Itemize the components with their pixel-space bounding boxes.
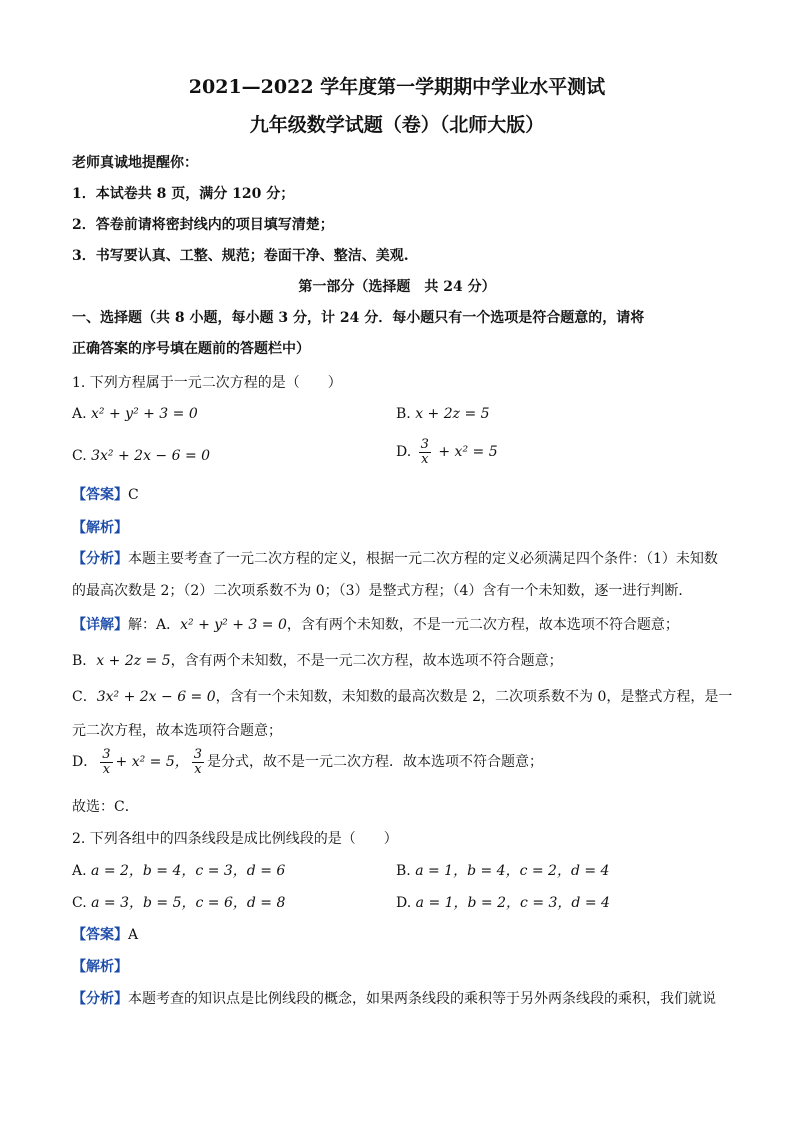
fraction: $\frac{3}{x}$ — [102, 747, 111, 777]
q2-option-c — [72, 892, 285, 912]
fenxi-tag: 【分析】 — [72, 991, 128, 1007]
q1-detail-a: 【详解】解：A．x² + y² + 3 = 0，含有两个未知数，不是一元二次方程，故本选项不符合题意； — [72, 617, 679, 633]
q1-option-c — [72, 448, 210, 464]
option-letter: B. — [396, 863, 411, 879]
option-letter: C. — [72, 895, 87, 911]
exam-title: 2021—2022 学年度第一学期期中学业水平测试 — [188, 76, 606, 98]
part-heading: 第一部分（选择题 共 24 分） — [298, 279, 496, 295]
q1-fenxi-cont: 的最高次数是 2；（2）二次项系数不为 0；（3）是整式方程；（4）含有一个未知数，逐一进行判断． — [72, 583, 693, 599]
option-letter: A. — [72, 863, 87, 879]
fenxi-tag: 【分析】 — [72, 551, 128, 567]
q2-analysis — [72, 956, 732, 976]
answer-value: A — [128, 927, 139, 943]
q2-option-b — [396, 860, 609, 880]
option-letter: D. — [396, 444, 412, 461]
answer-tag: 【答案】 — [72, 487, 128, 503]
notice-heading: 老师真诚地提醒你： — [72, 155, 198, 171]
question-1-stem: 1. 下列方程属于一元二次方程的是（ ） — [72, 375, 342, 391]
q1-answer — [72, 484, 732, 504]
q1-detail-c: C．3x² + 2x − 6 = 0，含有一个未知数，未知数的最高次数是 2，二次项系数不为 0，是整式方程，是一 — [72, 689, 733, 705]
q1-option-a — [72, 406, 198, 422]
section-instructions: 一、选择题（共 8 小题，每小题 3 分，计 24 分．每小题只有一个选项是符合题意的，请将 — [72, 310, 645, 326]
q1-conclusion: 故选：C． — [72, 799, 139, 815]
option-expression: x + 2z = 5 — [415, 406, 490, 422]
detail-tag: 【详解】 — [72, 617, 128, 633]
option-expression: 3x² + 2x − 6 = 0 — [91, 448, 211, 464]
option-letter: B. — [396, 406, 411, 422]
exam-subtitle: 九年级数学试题（卷）（北师大版） — [249, 114, 545, 136]
option-letter: A. — [72, 406, 87, 422]
question-2-stem: 2. 下列各组中的四条线段是成比例线段的是（ ） — [72, 831, 398, 847]
q1-option-d — [396, 438, 498, 466]
notice-item: 3．书写要认真、工整、规范；卷面干净、整洁、美观. — [72, 248, 409, 264]
q1-option-b — [396, 406, 490, 422]
q1-detail-d: D． $\frac{3}{x}$ + x² = 5， $\frac{3}{x}$ 是分式，故不是一元二次方程．故本选项不符合题意； — [72, 747, 544, 777]
analysis-tag: 【解析】 — [72, 959, 128, 975]
option-expression: + x² = 5 — [438, 444, 498, 461]
option-expression: a = 1，b = 4，c = 2，d = 4 — [415, 863, 610, 879]
fraction: $\frac{3}{x}$ — [193, 747, 203, 777]
notice-item: 1．本试卷共 8 页，满分 120 分； — [72, 186, 295, 202]
q2-fenxi: 【分析】本题考查的知识点是比例线段的概念，如果两条线段的乘积等于另外两条线段的乘积，我们就说 — [72, 991, 716, 1007]
q1-analysis — [72, 517, 732, 537]
option-letter: C. — [72, 448, 87, 464]
q2-option-a — [72, 860, 285, 880]
section-instructions-cont: 正确答案的序号填在题前的答题栏中） — [72, 341, 310, 357]
q1-fenxi: 【分析】本题主要考查了一元二次方程的定义，根据一元二次方程的定义必须满足四个条件：（1）未知数 — [72, 551, 718, 567]
option-expression: x² + y² + 3 = 0 — [91, 406, 198, 422]
notice-item: 2．答卷前请将密封线内的项目填写清楚； — [72, 217, 334, 233]
q2-answer — [72, 924, 732, 944]
option-expression: a = 2，b = 4，c = 3，d = 6 — [91, 863, 286, 879]
q2-option-d — [396, 892, 610, 912]
answer-value: C — [128, 487, 139, 503]
option-letter: D. — [396, 895, 412, 911]
q1-detail-b: B．x + 2z = 5，含有两个未知数，不是一元二次方程，故本选项不符合题意； — [72, 653, 563, 669]
analysis-tag: 【解析】 — [72, 520, 128, 536]
option-expression: a = 1，b = 2，c = 3，d = 4 — [415, 895, 610, 911]
fraction: $\frac{3}{x}$ — [420, 437, 429, 467]
q1-detail-c-cont: 元二次方程，故本选项符合题意； — [72, 723, 282, 739]
option-expression: a = 3，b = 5，c = 6，d = 8 — [91, 895, 286, 911]
answer-tag: 【答案】 — [72, 927, 128, 943]
